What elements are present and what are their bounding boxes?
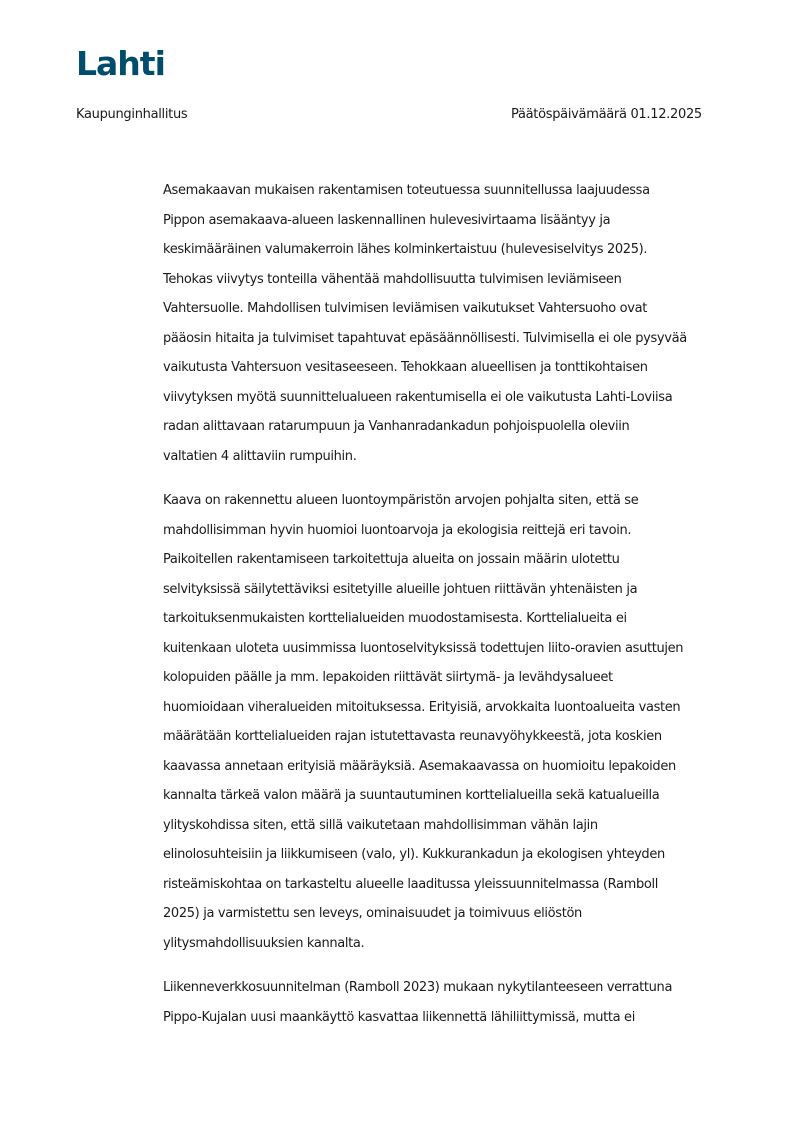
paragraph-line: elinolosuhteisiin ja liikkumiseen (valo, yl). Kukkurankadun ja ekologisen yhteyden [163, 847, 665, 862]
paragraph-line: vaikutusta Vahtersuon vesitaseeseen. Tehokkaan alueellisen ja tonttikohtaisen [163, 360, 648, 375]
paragraph-line: keskimääräinen valumakerroin lähes kolminkertaistuu (hulevesiselvitys 2025). [163, 242, 648, 257]
lahti-logo: Lahti [76, 44, 165, 83]
paragraph-line: Kaava on rakennettu alueen luontoympäristön arvojen pohjalta siten, että se [163, 493, 639, 508]
paragraph-line: Pippo-Kujalan uusi maankäyttö kasvattaa liikennettä lähiliittymissä, mutta ei [163, 1009, 635, 1025]
paragraph-line: risteämiskohtaa on tarkasteltu alueelle laaditussa yleissuunnitelmassa (Ramboll [163, 876, 659, 892]
paragraph-line: määrätään korttelialueiden rajan istutettavasta reunavyöhykkeestä, jota koskien [163, 729, 662, 744]
paragraph-line: Asemakaavan mukaisen rakentamisen toteutuessa suunnitellussa laajuudessa [163, 183, 650, 198]
paragraph-line: ylityskohdissa siten, että sillä vaikutetaan mahdollisimman vähän lajin [163, 817, 598, 833]
paragraph-line: tarkoituksenmukaisten korttelialueiden muodostamisesta. Korttelialueita ei [163, 611, 627, 626]
paragraph-line: mahdollisimman hyvin huomioi luontoarvoja ja ekologisia reittejä eri tavoin. [163, 522, 632, 538]
paragraph-line: kannalta tärkeä valon määrä ja suuntautuminen korttelialueilla sekä katualueilla [163, 788, 660, 803]
paragraph-line: pääosin hitaita ja tulvimiset tapahtuvat epäsäännöllisesti. Tulvimisella ei ole pysyvää [163, 330, 687, 346]
paragraph-line: 2025) ja varmistettu sen leveys, ominaisuudet ja toimivuus eliöstön [163, 906, 582, 921]
decision-date [511, 106, 702, 124]
paragraph-line: Vahtersuolle. Mahdollisen tulvimisen leviämisen vaikutukset Vahtersuoho ovat [163, 301, 647, 316]
paragraph-line: viivytyksen myötä suunnittelualueen rakentumisella ei ole vaikutusta Lahti-Loviisa [163, 389, 673, 405]
paragraph-line: Tehokas viivytys tonteilla vähentää mahdollisuutta tulvimisen leviämiseen [163, 271, 622, 287]
department-name: Kaupunginhallitus [76, 107, 188, 122]
paragraph-line: ylitysmahdollisuuksien kannalta. [163, 935, 365, 951]
decision-date-value: 01.12.2025 [630, 107, 702, 122]
paragraph-line: Pippon asemakaava-alueen laskennallinen hulevesivirtaama lisääntyy ja [163, 212, 611, 228]
paragraph-line: Paikoitellen rakentamiseen tarkoitettuja alueita on jossain määrin ulotettu [163, 552, 620, 567]
body-paragraph [163, 486, 723, 958]
paragraph-line: kuitenkaan uloteta uusimmissa luontoselvityksissä todettujen liito-oravien asuttujen [163, 640, 684, 656]
paragraph-line: Liikenneverkkosuunnitelman (Ramboll 2023) mukaan nykytilanteeseen verrattuna [163, 980, 673, 995]
decision-date-label: Päätöspäivämäärä [511, 107, 627, 122]
document-body [163, 176, 723, 1047]
paragraph-line: radan alittavaan ratarumpuun ja Vanhanradankadun pohjoispuolella oleviin [163, 419, 630, 434]
body-paragraph [163, 176, 723, 471]
paragraph-line: kolopuiden päälle ja mm. lepakoiden riittävät siirtymä- ja levähdysalueet [163, 670, 613, 685]
paragraph-line: huomioidaan viheralueiden mitoituksessa. Erityisiä, arvokkaita luontoalueita vasten [163, 699, 681, 715]
paragraph-line: selvityksissä säilytettäviksi esitetyille alueille johtuen riittävän yhtenäisten ja [163, 581, 638, 597]
paragraph-line: valtatien 4 alittaviin rumpuihin. [163, 448, 357, 464]
paragraph-line: kaavassa annetaan erityisiä määräyksiä. Asemakaavassa on huomioitu lepakoiden [163, 758, 676, 774]
body-paragraph [163, 973, 723, 1032]
